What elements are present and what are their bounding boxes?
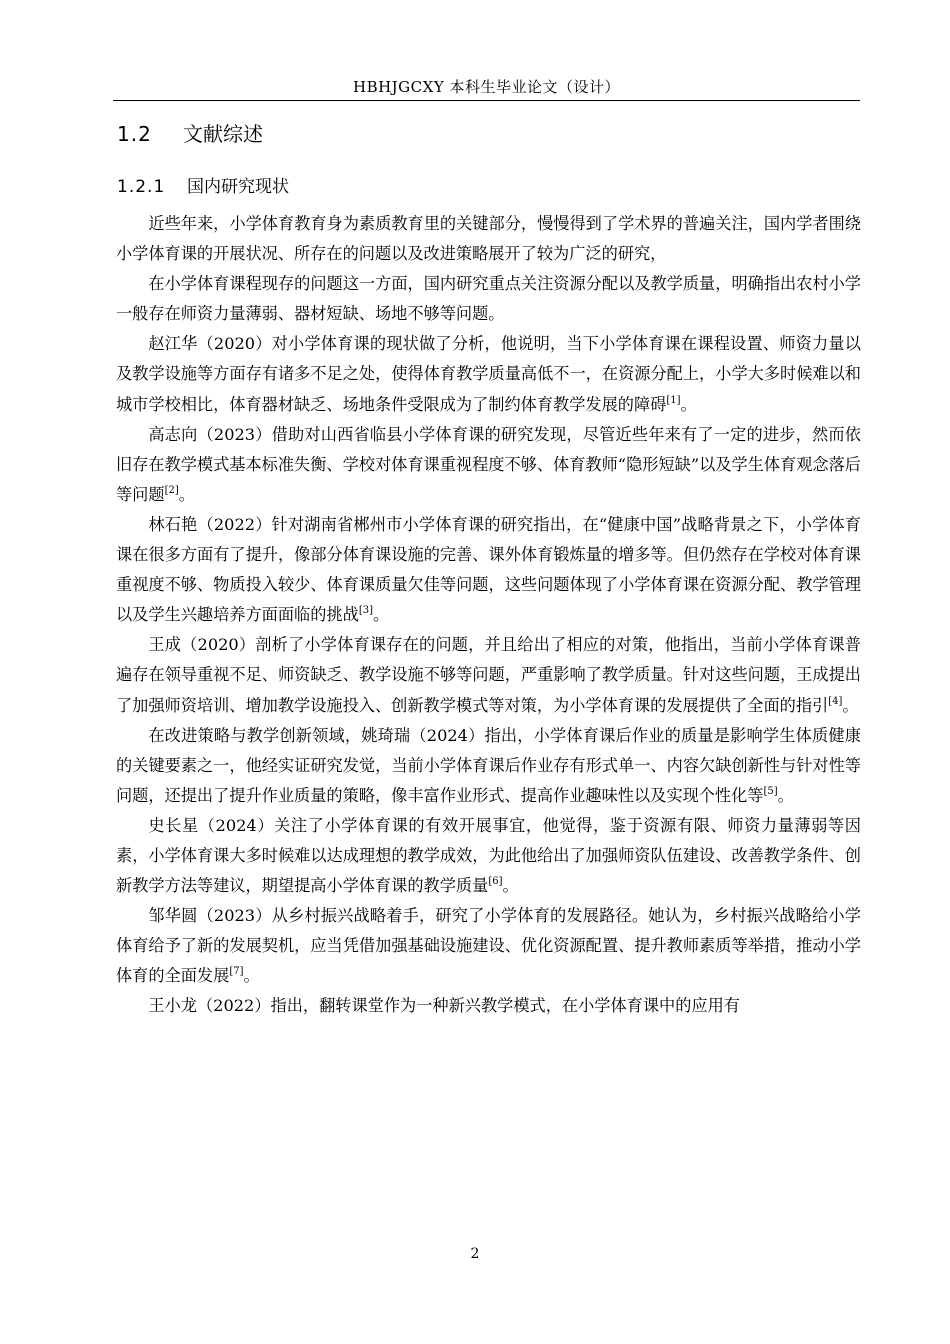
citation-ref: [5] <box>763 785 778 797</box>
citation-ref: [4] <box>828 695 843 707</box>
paragraph: 在小学体育课程现存的问题这一方面，国内研究重点关注资源分配以及教学质量，明确指出农村小学一般存在师资力量薄弱、器材短缺、场地不够等问题。 <box>116 274 861 324</box>
citation-ref: [2] <box>164 484 179 496</box>
subsection-title: 国内研究现状 <box>187 177 289 197</box>
page-header: HBHJGCXY 本科生毕业论文（设计） <box>352 78 620 96</box>
paragraph: 近些年来，小学体育教育身为素质教育里的关键部分，慢慢得到了学术界的普遍关注，国内学者围绕小学体育课的开展状况、所存在的问题以及改进策略展开了较为广泛的研究， <box>116 214 861 264</box>
paragraph: 高志向（2023）借助对山西省临县小学体育课的研究发现，尽管近些年来有了一定的进步，然而依旧存在教学模式基本标准失衡、学校对体育课重视程度不够、体育教师“隐形短缺”以及学生体育观念落后等问题[2]。 <box>116 424 861 504</box>
citation-ref: [1] <box>666 394 681 406</box>
paragraph: 邹华圆（2023）从乡村振兴战略着手，研究了小学体育的发展路径。她认为，乡村振兴战略给小学体育给予了新的发展契机，应当凭借加强基础设施建设、优化资源配置、提升教师素质等举措，推动小学体育的全面发展[7]。 <box>116 906 861 986</box>
citation-ref: [3] <box>358 605 373 617</box>
subsection-number: 1.2.1 <box>117 177 166 197</box>
section-heading <box>117 118 263 147</box>
paragraph: 在改进策略与教学创新领域，姚琦瑞（2024）指出，小学体育课后作业的质量是影响学生体质健康的关键要素之一，他经实证研究发觉，当前小学体育课后作业存有形式单一、内容欠缺创新性与针对性等问题，还提出了提升作业质量的策略，像丰富作业形式、提高作业趣味性以及实现个性化等[5]。 <box>116 725 861 805</box>
citation-ref: [6] <box>488 876 503 888</box>
paragraph: 赵江华（2020）对小学体育课的现状做了分析，他说明，当下小学体育课在课程设置、师资力量以及教学设施等方面存有诸多不足之处，使得体育教学质量高低不一，在资源分配上，小学大多时候难以和城市学校相比，体育器材缺乏、场地条件受限成为了制约体育教学发展的障碍[1]。 <box>116 334 861 414</box>
paragraph: 史长星（2024）关注了小学体育课的有效开展事宜，他觉得，鉴于资源有限、师资力量薄弱等因素，小学体育课大多时候难以达成理想的教学成效，为此他给出了加强师资队伍建设、改善教学条件、创新教学方法等建议，期望提高小学体育课的教学质量[6]。 <box>116 815 861 896</box>
page-number: 2 <box>470 1246 480 1262</box>
section-number: 1.2 <box>117 122 152 146</box>
paragraph: 王小龙（2022）指出，翻转课堂作为一种新兴教学模式，在小学体育课中的应用有 <box>148 996 740 1016</box>
citation-ref: [7] <box>229 966 244 978</box>
body-text <box>116 209 861 1022</box>
subsection-heading <box>117 172 289 197</box>
header-divider <box>113 100 860 101</box>
paragraph: 王成（2020）剖析了小学体育课存在的问题，并且给出了相应的对策，他指出，当前小学体育课普遍存在领导重视不足、师资缺乏、教学设施不够等问题，严重影响了教学质量。针对这些问题，王成提出了加强师资培训、增加教学设施投入、创新教学模式等对策，为小学体育课的发展提供了全面的指引[4]。 <box>116 635 861 715</box>
paragraph: 林石艳（2022）针对湖南省郴州市小学体育课的研究指出，在“健康中国”战略背景之下，小学体育课在很多方面有了提升，像部分体育课设施的完善、课外体育锻炼量的增多等。但仍然存在学校对体育课重视度不够、物质投入较少、体育课质量欠佳等问题，这些问题体现了小学体育课在资源分配、教学管理以及学生兴趣培养方面面临的挑战[3]。 <box>116 514 861 625</box>
section-title: 文献综述 <box>183 122 263 146</box>
